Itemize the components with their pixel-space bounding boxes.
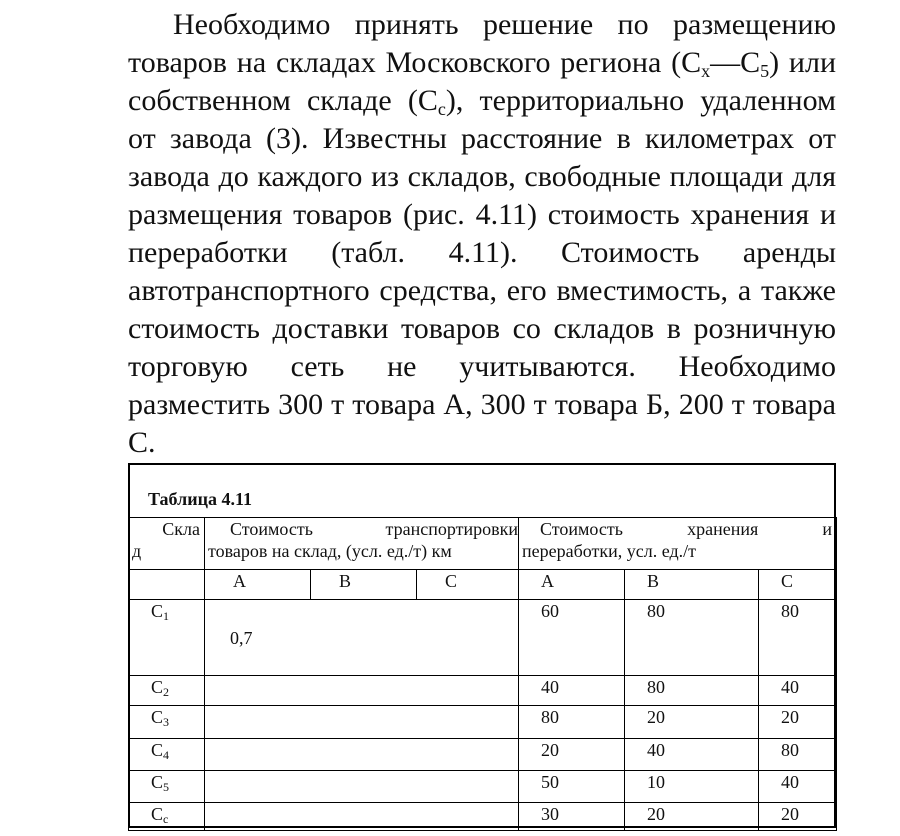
row-label: $С_с$: [129, 803, 205, 831]
subheader-transport-b: В: [311, 570, 417, 600]
table-row: [129, 739, 837, 771]
row-label: $С_3$: [129, 706, 205, 739]
header-transport-line2: товаров на склад, (усл. ед./т) км: [208, 541, 452, 561]
header-storage-word1: Стоимость: [540, 519, 623, 539]
task-paragraph: [128, 6, 836, 462]
table-row: [129, 706, 837, 739]
header-sklad-bottom: д: [132, 541, 142, 561]
transport-cell-merged: [205, 600, 519, 676]
table-row: [129, 600, 837, 676]
subheader-transport-c: С: [417, 570, 519, 600]
row-label: $С_1$: [129, 600, 205, 676]
paragraph-text-1: Необходимо принять решение по размещению товаров на складах Московского региона (С: [128, 8, 836, 79]
header-transport-word2: транспортировки: [385, 519, 519, 539]
value-cell: 30: [519, 803, 625, 831]
row-label: $С_4$: [129, 739, 205, 771]
header-storage: [519, 518, 837, 570]
value-cell: 40: [625, 739, 759, 771]
table-row: [129, 676, 837, 706]
header-row: [129, 518, 837, 570]
subscript-5: 5: [760, 61, 770, 81]
value-cell: 40: [759, 676, 837, 706]
value-cell: 80: [519, 706, 625, 739]
subheader-empty: [129, 570, 205, 600]
value-cell: 80: [759, 600, 837, 676]
header-storage-word2: хранения: [687, 519, 759, 539]
value-cell: 20: [625, 706, 759, 739]
header-transport-line1: [208, 518, 518, 540]
header-transport: [205, 518, 519, 570]
value-cell: 20: [759, 706, 837, 739]
paragraph-text-3: ) или собственном складе (С: [128, 46, 836, 117]
value-cell: 20: [625, 803, 759, 831]
header-storage-line1: [522, 518, 836, 540]
header-sklad-top: Скла: [162, 519, 200, 539]
transport-cell-empty: [205, 771, 519, 803]
table-row: [129, 803, 837, 831]
table-caption: Таблица 4.11: [148, 489, 252, 509]
value-cell: 50: [519, 771, 625, 803]
value-cell: 10: [625, 771, 759, 803]
subheader-storage-c: С: [759, 570, 837, 600]
table-frame: [128, 463, 836, 828]
table-row: [129, 771, 837, 803]
paragraph-text-4: ), территориально удаленном от завода (3). Известны расстояние в километрах от завода до каждого из складов, свободные площади для размещения товаров (рис. 4.11) стоимость хранения и переработки (табл. 4.11). Стоимость аренды автотранспортного средства, его вместимость, а также стоимость доставки товаров со складов в розничную торговую сеть не учитываются. Необходимо разместить 300 т товара А, 300 т товара Б, 200 т товара С.: [128, 84, 836, 459]
value-cell: 20: [519, 739, 625, 771]
subheader-storage-b: В: [625, 570, 759, 600]
subheader-storage-a: А: [519, 570, 625, 600]
header-transport-word1: Стоимость: [230, 519, 313, 539]
header-storage-word3: и: [822, 519, 833, 539]
transport-cell-empty: [205, 706, 519, 739]
transport-note: 0,7: [230, 628, 253, 648]
value-cell: 80: [625, 676, 759, 706]
value-cell: 80: [625, 600, 759, 676]
header-storage-line2: переработки, усл. ед./т: [522, 541, 697, 561]
subheader-transport-a: А: [205, 570, 311, 600]
transport-cell-empty: [205, 739, 519, 771]
value-cell: 40: [519, 676, 625, 706]
transport-cell-empty: [205, 803, 519, 831]
data-table: [128, 517, 837, 831]
value-cell: 80: [759, 739, 837, 771]
transport-cell-empty: [205, 676, 519, 706]
value-cell: 40: [759, 771, 837, 803]
row-label: $С_5$: [129, 771, 205, 803]
paragraph-text-2: —С: [710, 46, 761, 79]
value-cell: 60: [519, 600, 625, 676]
subheader-row: [129, 570, 837, 600]
subscript-x: х: [701, 61, 711, 81]
subscript-c: с: [437, 99, 446, 119]
row-label: $С_2$: [129, 676, 205, 706]
value-cell: 20: [759, 803, 837, 831]
header-sklad: [129, 518, 205, 570]
